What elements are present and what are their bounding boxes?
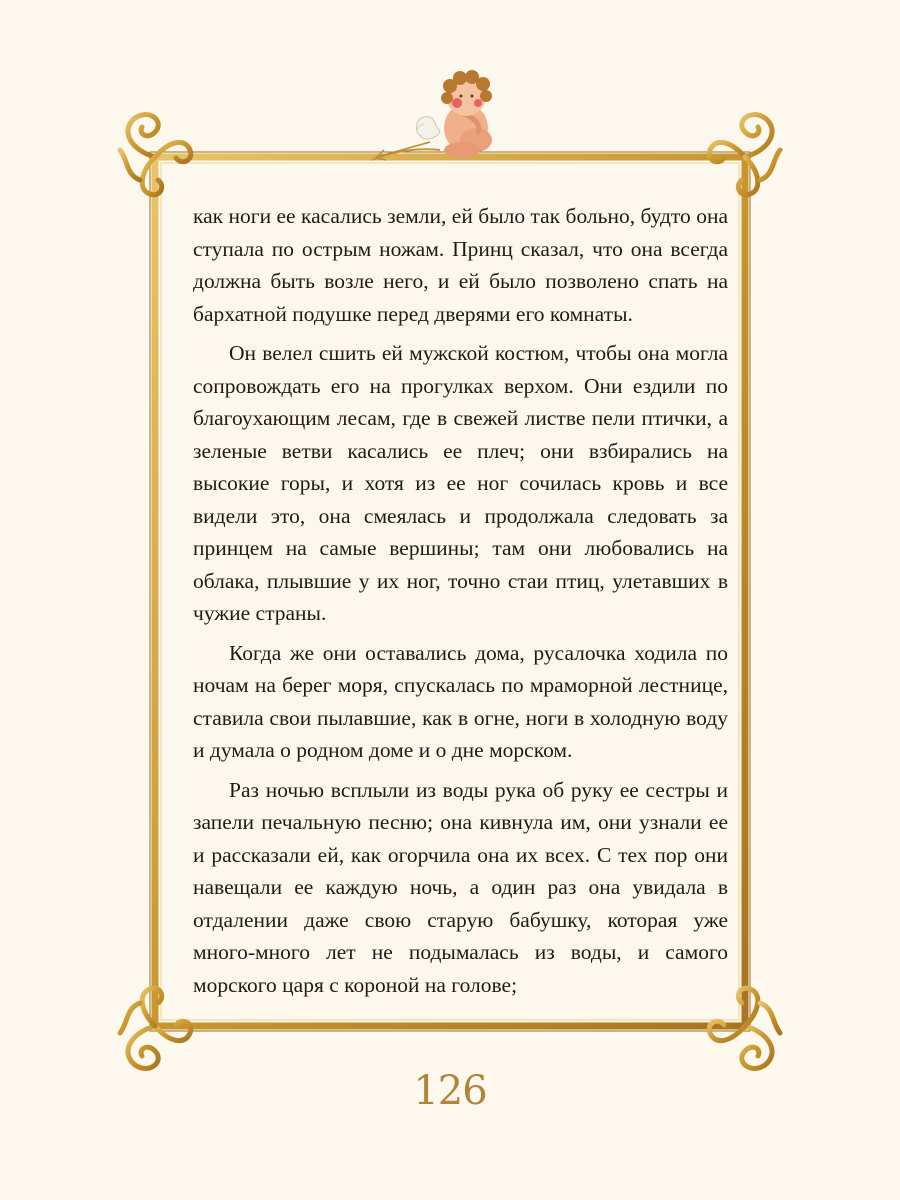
page-number: 126: [413, 1068, 487, 1114]
paragraph-2: Он велел сшить ей мужской костюм, чтобы она могла сопровождать его на прогулках верхом. Они ездили по благоухающим лесам, где в свежей листве пели птички, а зеленые ветви касались ее плеч; они взбирались на высокие горы, и хотя из ее ног сочилась кровь и все видели это, она смеялась и продолжала следовать за принцем на самые вершины; там они любовались на облака, плывшие у их ног, точно стаи птиц, улетавших в чужие страны.: [193, 341, 728, 625]
cherub-illustration: [372, 70, 492, 160]
paragraph-4: Раз ночью всплыли из воды рука об руку ее сестры и запели печальную песню; она кивнула им, они узнали ее и рассказали ей, как огорчила она их всех. С тех пор они навещали ее каждую ночь, а один раз она увидала в отдалении даже свою старую бабушку, которая уже много-много лет не подымалась из воды, и самого морского царя с короной на голове;: [193, 777, 728, 997]
paragraph-1: как ноги ее касались земли, ей было так больно, будто она ступала по острым ножам. Принц сказал, что она всегда должна быть возле него, и ей было позволено спать на бархатной подушке перед дверями его комнаты.: [193, 204, 728, 326]
paragraph-3: Когда же они оставались дома, русалочка ходила по ночам на берег моря, спускалась по мраморной лестнице, ставила свои пылавшие, как в огне, ноги в холодную воду и думала о родном доме и о дне морском.: [193, 640, 728, 762]
body-text: [193, 200, 728, 1008]
